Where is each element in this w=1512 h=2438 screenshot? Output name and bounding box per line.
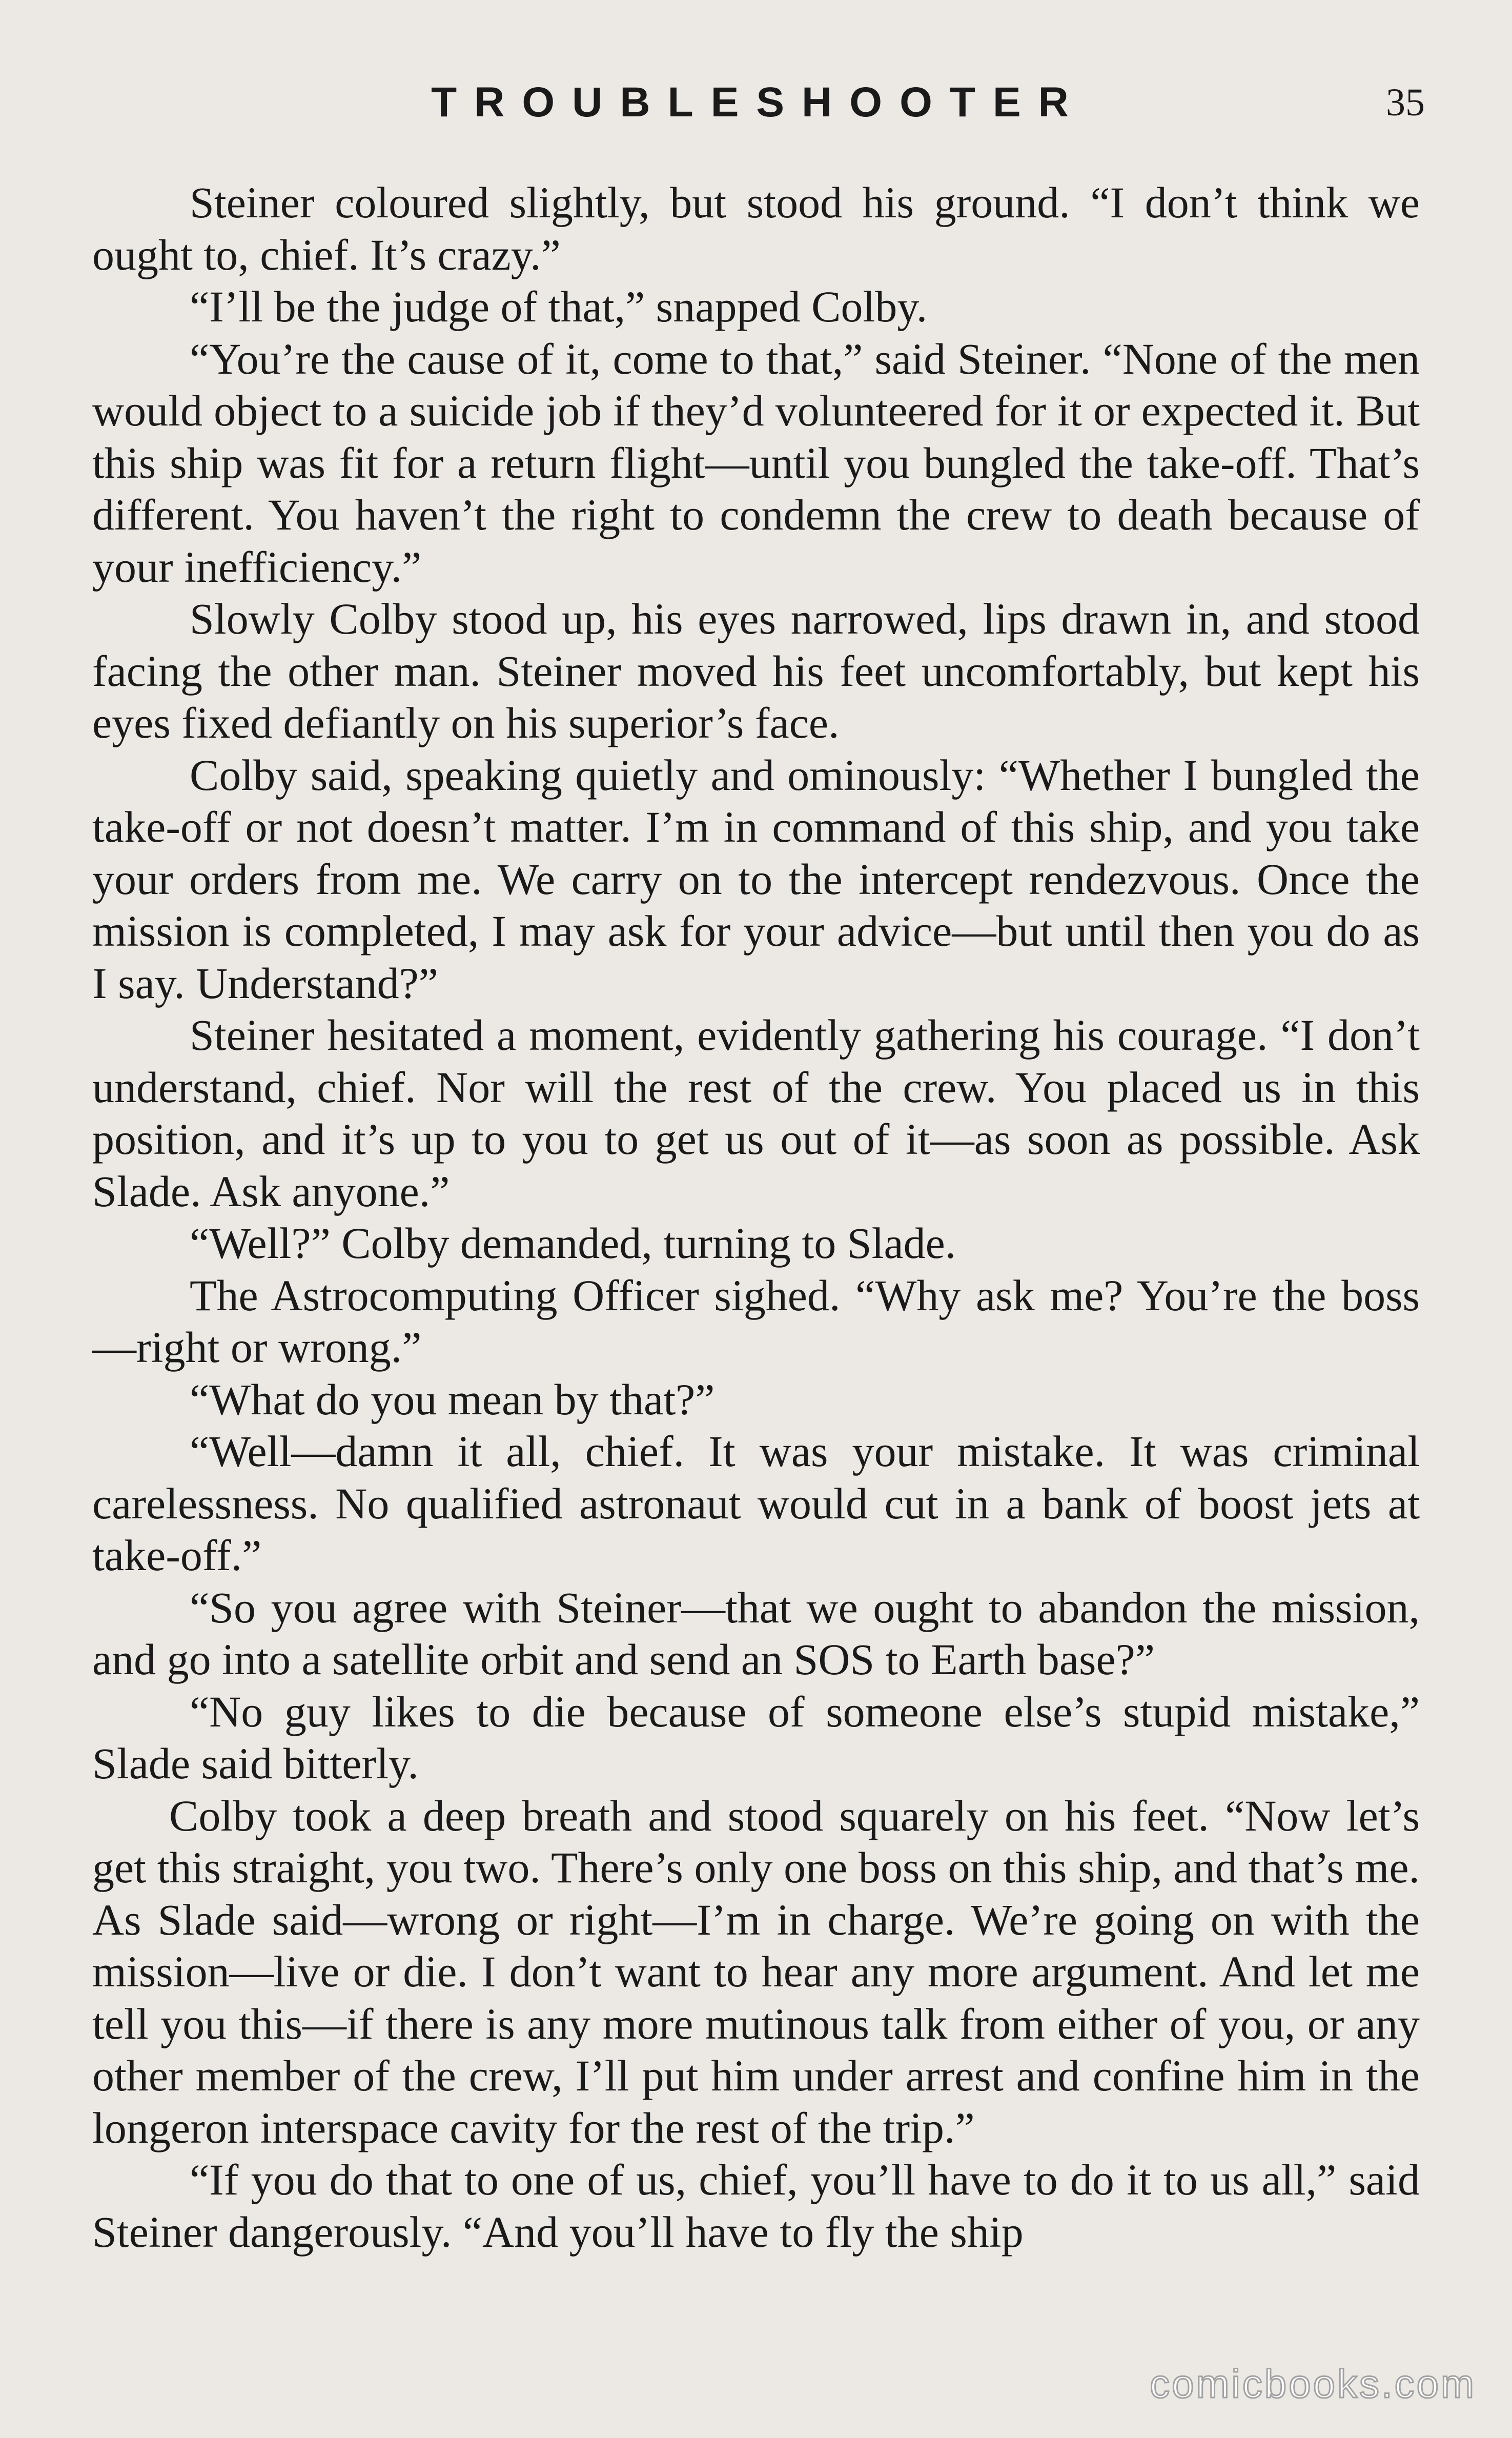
paragraph: “I’ll be the judge of that,” snapped Colby. <box>190 282 928 331</box>
paragraph: “Well?” Colby demanded, turning to Slade. <box>190 1218 956 1268</box>
paragraph: Colby said, speaking quietly and ominously: “Whether I bungled the take-off or not doesn’t matter. I’m in command of this ship, and you take your orders from me. We carry on to the intercept rendezvous. Once the mission is completed, I may ask for your advice—but until then you do as I say. Understand?” <box>92 750 1420 1008</box>
body-text <box>92 177 1420 2258</box>
running-title: TROUBLESHOOTER <box>431 79 1086 126</box>
page-number: 35 <box>1386 81 1425 124</box>
paragraph: “What do you mean by that?” <box>190 1374 715 1424</box>
paragraph: Steiner coloured slightly, but stood his ground. “I don’t think we ought to, chief. It’s crazy.” <box>92 178 1420 279</box>
paragraph: “If you do that to one of us, chief, you’ll have to do it to us all,” said Steiner dangerously. “And you’ll have to fly the ship <box>92 2155 1420 2257</box>
paragraph: The Astrocomputing Officer sighed. “Why ask me? You’re the boss—right or wrong.” <box>92 1270 1420 1372</box>
paragraph: Steiner hesitated a moment, evidently gathering his courage. “I don’t understand, chief. Nor will the rest of the crew. You placed us in this position, and it’s up to you to get us out of it—as soon as possible. Ask Slade. Ask anyone.” <box>92 1010 1420 1216</box>
page-header <box>92 77 1425 128</box>
paragraph: “So you agree with Steiner—that we ought to abandon the mission, and go into a satellite orbit and send an SOS to Earth base?” <box>92 1582 1420 1684</box>
paragraph: “Well—damn it all, chief. It was your mistake. It was criminal carelessness. No qualified astronaut would cut in a bank of boost jets at take-off.” <box>92 1427 1420 1580</box>
paragraph: Slowly Colby stood up, his eyes narrowed, lips drawn in, and stood facing the other man. Steiner moved his feet uncomfortably, but kept his eyes fixed defiantly on his superior’s face. <box>92 594 1420 747</box>
paragraph: “You’re the cause of it, come to that,” said Steiner. “None of the men would object to a suicide job if they’d volunteered for it or expected it. But this ship was fit for a return flight—until you bungled the take-off. That’s different. You haven’t the right to condemn the crew to death because of your inefficiency.” <box>92 334 1420 592</box>
watermark: comicbooks.com <box>1150 2361 1476 2406</box>
paragraph: “No guy likes to die because of someone else’s stupid mistake,” Slade said bitterly. <box>92 1687 1420 1788</box>
paragraph: Colby took a deep breath and stood squarely on his feet. “Now let’s get this straight, you two. There’s only one boss on this ship, and that’s me. As Slade said—wrong or right—I’m in charge. We’re going on with the mission—live or die. I don’t want to hear any more argument. And let me tell you this—if there is any more mutinous talk from either of you, or any other member of the crew, I’ll put him under arrest and confine him in the longeron interspace cavity for the rest of the trip.” <box>92 1791 1420 2152</box>
